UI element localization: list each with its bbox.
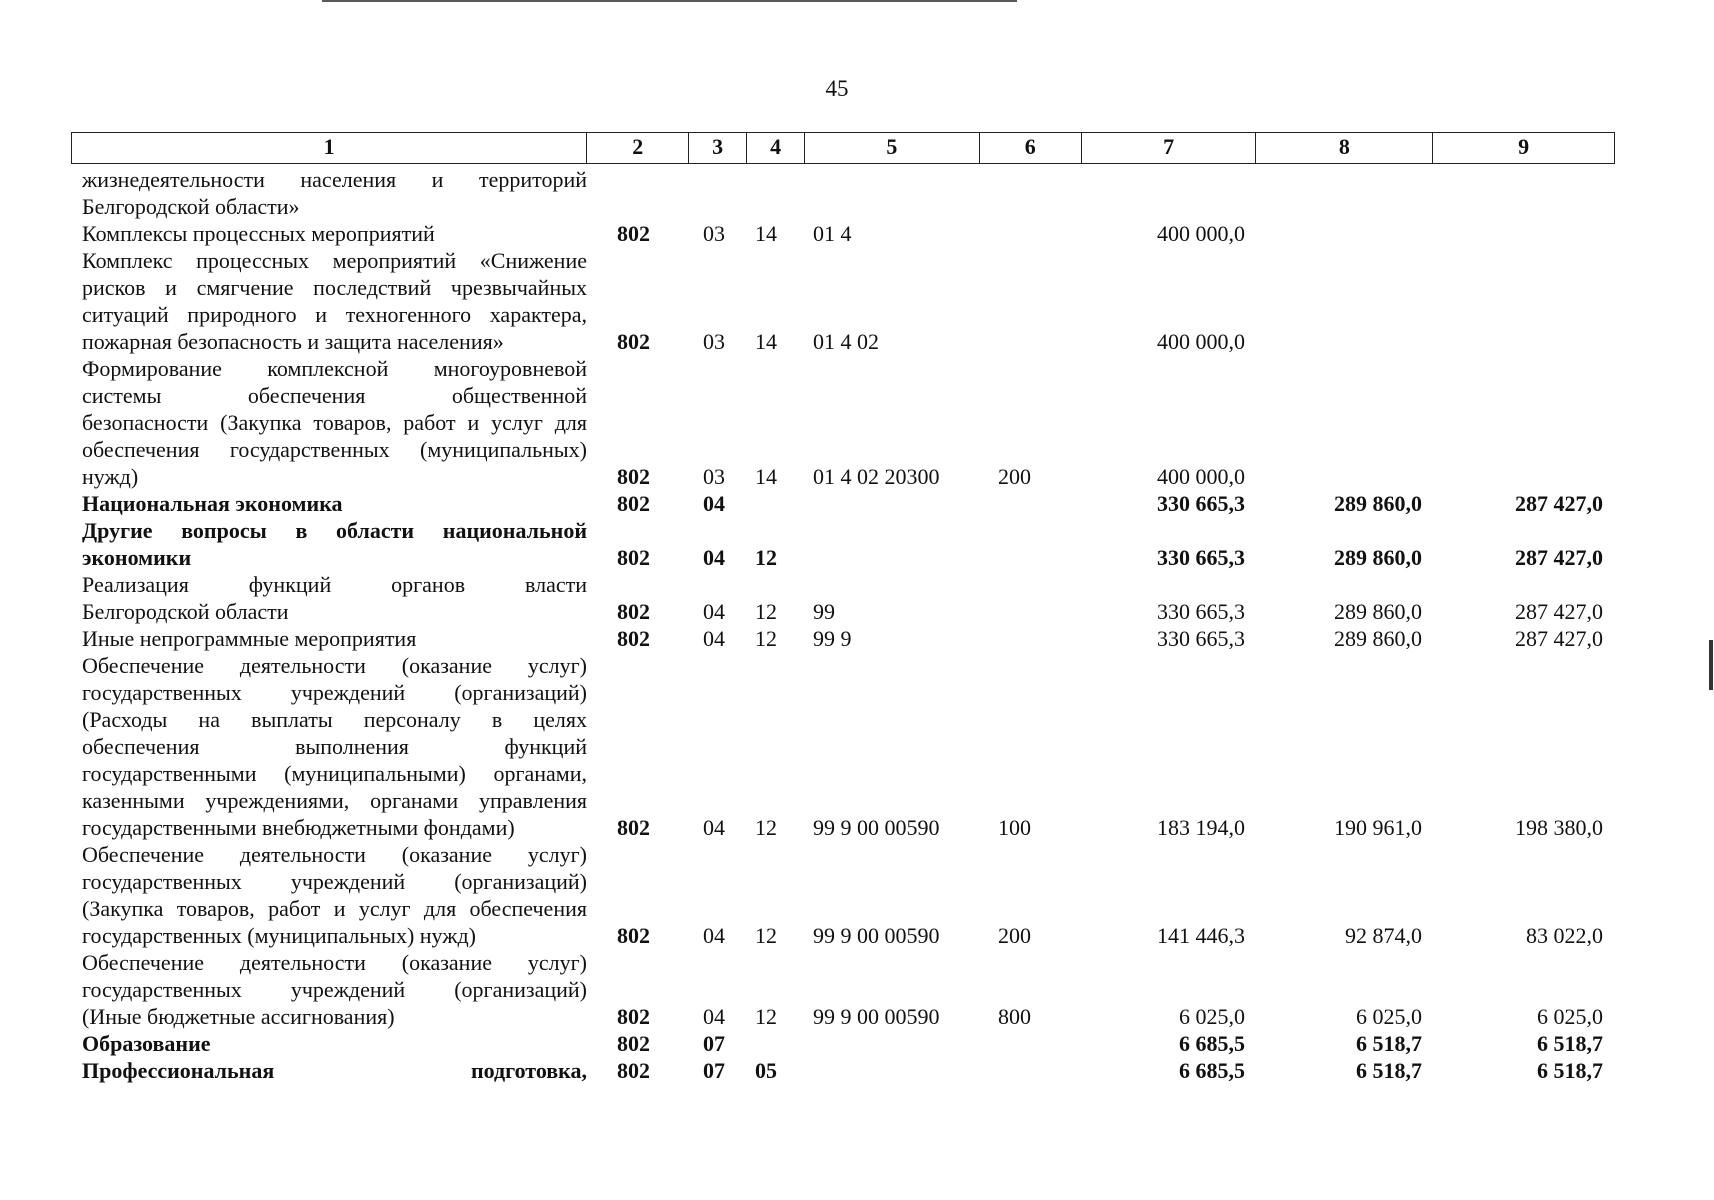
row-name-line: Обеспечение деятельности (оказание услуг) <box>82 842 587 867</box>
row-col-2: 802 <box>617 1058 650 1083</box>
row-name <box>71 355 587 490</box>
row-col-9: 287 427,0 <box>1515 626 1603 651</box>
row-name <box>71 949 587 1030</box>
table-row <box>71 1030 1615 1057</box>
table-row <box>71 166 1615 220</box>
row-col-6: 200 <box>998 464 1031 489</box>
row-col-4: 14 <box>755 329 777 354</box>
header-col-5: 5 <box>805 133 980 163</box>
row-col-3: 04 <box>703 815 725 840</box>
row-col-4: 12 <box>755 626 777 651</box>
row-col-2: 802 <box>617 599 650 624</box>
row-name-line: государственных учреждений (организаций) <box>82 869 587 894</box>
table-header <box>71 132 1615 164</box>
row-col-8: 289 860,0 <box>1334 599 1422 624</box>
row-col-9: 83 022,0 <box>1526 923 1603 948</box>
row-col-3: 07 <box>703 1058 725 1083</box>
row-col-8: 289 860,0 <box>1334 626 1422 651</box>
row-col-4: 12 <box>755 1004 777 1029</box>
row-col-7: 330 665,3 <box>1157 545 1245 570</box>
table-row <box>71 517 1615 571</box>
row-name <box>71 247 587 355</box>
row-col-3: 04 <box>703 545 725 570</box>
top-rule <box>322 0 1017 2</box>
table-body <box>71 166 1615 1084</box>
row-name <box>71 220 587 247</box>
row-col-7: 183 194,0 <box>1157 815 1245 840</box>
row-name-line: экономики <box>82 545 192 570</box>
row-col-3: 07 <box>703 1031 725 1056</box>
row-name-line: обеспечения государственных (муниципальных) <box>82 437 587 462</box>
row-col-5: 01 4 <box>813 221 852 246</box>
row-col-7: 400 000,0 <box>1157 221 1245 246</box>
row-col-3: 03 <box>703 464 725 489</box>
row-name-line: Белгородской области <box>82 599 289 624</box>
row-col-7: 330 665,3 <box>1157 491 1245 516</box>
row-col-4: 12 <box>755 815 777 840</box>
row-col-8: 6 518,7 <box>1356 1031 1422 1056</box>
row-name-line: пожарная безопасность и защита населения» <box>82 329 504 354</box>
row-name-line: государственных учреждений (организаций) <box>82 977 587 1002</box>
row-col-6: 200 <box>998 923 1031 948</box>
row-col-4: 05 <box>755 1058 777 1083</box>
row-col-8: 289 860,0 <box>1334 545 1422 570</box>
row-col-7: 6 025,0 <box>1179 1004 1245 1029</box>
row-name-line: Белгородской области» <box>82 194 300 219</box>
row-col-5: 99 9 00 00590 <box>813 923 940 948</box>
header-col-2: 2 <box>587 133 689 163</box>
header-col-4: 4 <box>747 133 805 163</box>
row-col-2: 802 <box>617 815 650 840</box>
row-col-5: 99 9 00 00590 <box>813 1004 940 1029</box>
row-col-7: 330 665,3 <box>1157 599 1245 624</box>
row-name-line: Обеспечение деятельности (оказание услуг) <box>82 950 587 975</box>
row-name-line: Национальная экономика <box>82 491 343 516</box>
row-col-8: 92 874,0 <box>1345 923 1422 948</box>
row-col-2: 802 <box>617 221 650 246</box>
scan-edge-mark <box>1709 640 1713 690</box>
header-col-8: 8 <box>1256 133 1433 163</box>
row-col-9: 287 427,0 <box>1515 545 1603 570</box>
row-col-4: 14 <box>755 464 777 489</box>
row-col-8: 6 518,7 <box>1356 1058 1422 1083</box>
table-row <box>71 625 1615 652</box>
row-name-line: государственных (муниципальных) нужд) <box>82 923 476 948</box>
row-name <box>71 841 587 949</box>
row-name <box>71 625 587 652</box>
row-col-3: 04 <box>703 923 725 948</box>
row-name <box>71 652 587 841</box>
row-name <box>71 490 587 517</box>
row-col-7: 141 446,3 <box>1157 923 1245 948</box>
row-name-line: Образование <box>82 1031 211 1056</box>
row-name-line: казенными учреждениями, органами управления <box>82 788 587 813</box>
row-name-line: Обеспечение деятельности (оказание услуг) <box>82 653 587 678</box>
row-col-8: 190 961,0 <box>1334 815 1422 840</box>
row-name-line: (Закупка товаров, работ и услуг для обеспечения <box>82 896 587 921</box>
row-col-8: 6 025,0 <box>1356 1004 1422 1029</box>
row-name-line: рисков и смягчение последствий чрезвычайных <box>82 275 587 300</box>
row-name-line: ситуаций природного и техногенного характера, <box>82 302 587 327</box>
row-col-5: 99 9 <box>813 626 852 651</box>
row-col-5: 01 4 02 <box>813 329 879 354</box>
row-col-2: 802 <box>617 626 650 651</box>
row-col-5: 01 4 02 20300 <box>813 464 940 489</box>
row-col-9: 6 025,0 <box>1537 1004 1603 1029</box>
row-name-line: государственными (муниципальными) органами, <box>82 761 587 786</box>
row-col-7: 400 000,0 <box>1157 329 1245 354</box>
row-col-8: 289 860,0 <box>1334 491 1422 516</box>
table-row <box>71 1057 1615 1084</box>
table-row <box>71 571 1615 625</box>
row-col-7: 330 665,3 <box>1157 626 1245 651</box>
row-col-3: 03 <box>703 221 725 246</box>
row-col-9: 6 518,7 <box>1537 1031 1603 1056</box>
row-name-line: жизнедеятельности населения и территорий <box>82 167 587 192</box>
row-name-line: Другие вопросы в области национальной <box>82 518 587 543</box>
row-name-line: Реализация функций органов власти <box>82 572 587 597</box>
table-row <box>71 490 1615 517</box>
header-col-3: 3 <box>689 133 747 163</box>
row-name-line: Комплекс процессных мероприятий «Снижение <box>82 248 587 273</box>
row-col-9: 6 518,7 <box>1537 1058 1603 1083</box>
row-name <box>71 1030 587 1057</box>
row-col-4: 12 <box>755 545 777 570</box>
row-col-3: 03 <box>703 329 725 354</box>
row-name-line: Иные непрограммные мероприятия <box>82 626 417 651</box>
table-row <box>71 652 1615 841</box>
budget-table <box>71 132 1615 1084</box>
row-name-line: государственными внебюджетными фондами) <box>82 815 515 840</box>
row-name <box>71 166 587 220</box>
table-row <box>71 247 1615 355</box>
row-col-6: 100 <box>998 815 1031 840</box>
row-name <box>71 1057 587 1084</box>
row-col-4: 12 <box>755 923 777 948</box>
row-name-line: Комплексы процессных мероприятий <box>82 221 435 246</box>
row-col-3: 04 <box>703 626 725 651</box>
row-col-9: 287 427,0 <box>1515 491 1603 516</box>
row-col-5: 99 9 00 00590 <box>813 815 940 840</box>
row-col-2: 802 <box>617 1004 650 1029</box>
row-col-2: 802 <box>617 923 650 948</box>
row-col-7: 6 685,5 <box>1179 1058 1245 1083</box>
header-col-1: 1 <box>72 133 587 163</box>
row-name-line: безопасности (Закупка товаров, работ и услуг для <box>82 410 587 435</box>
row-col-2: 802 <box>617 491 650 516</box>
row-name-line: Профессиональная подготовка, <box>82 1058 587 1083</box>
table-row <box>71 841 1615 949</box>
row-name-line: системы обеспечения общественной <box>82 383 587 408</box>
row-col-5: 99 <box>813 599 835 624</box>
table-row <box>71 220 1615 247</box>
table-row <box>71 949 1615 1030</box>
row-name-line: (Расходы на выплаты персоналу в целях <box>82 707 587 732</box>
row-name-line: обеспечения выполнения функций <box>82 734 587 759</box>
row-col-3: 04 <box>703 599 725 624</box>
row-col-2: 802 <box>617 545 650 570</box>
row-name <box>71 571 587 625</box>
row-name <box>71 517 587 571</box>
row-col-7: 6 685,5 <box>1179 1031 1245 1056</box>
row-col-3: 04 <box>703 1004 725 1029</box>
row-col-4: 14 <box>755 221 777 246</box>
header-col-9: 9 <box>1518 134 1530 159</box>
header-col-7: 7 <box>1082 133 1257 163</box>
row-col-9: 287 427,0 <box>1515 599 1603 624</box>
row-name-line: государственных учреждений (организаций) <box>82 680 587 705</box>
row-name-line: Формирование комплексной многоуровневой <box>82 356 587 381</box>
page-number: 45 <box>825 76 849 101</box>
table-row <box>71 355 1615 490</box>
row-name-line: (Иные бюджетные ассигнования) <box>82 1004 395 1029</box>
row-col-9: 198 380,0 <box>1515 815 1603 840</box>
row-col-2: 802 <box>617 464 650 489</box>
header-col-6: 6 <box>980 133 1082 163</box>
row-name-line: нужд) <box>82 464 139 489</box>
row-col-2: 802 <box>617 1031 650 1056</box>
row-col-4: 12 <box>755 599 777 624</box>
row-col-6: 800 <box>998 1004 1031 1029</box>
row-col-2: 802 <box>617 329 650 354</box>
row-col-3: 04 <box>703 491 725 516</box>
row-col-7: 400 000,0 <box>1157 464 1245 489</box>
